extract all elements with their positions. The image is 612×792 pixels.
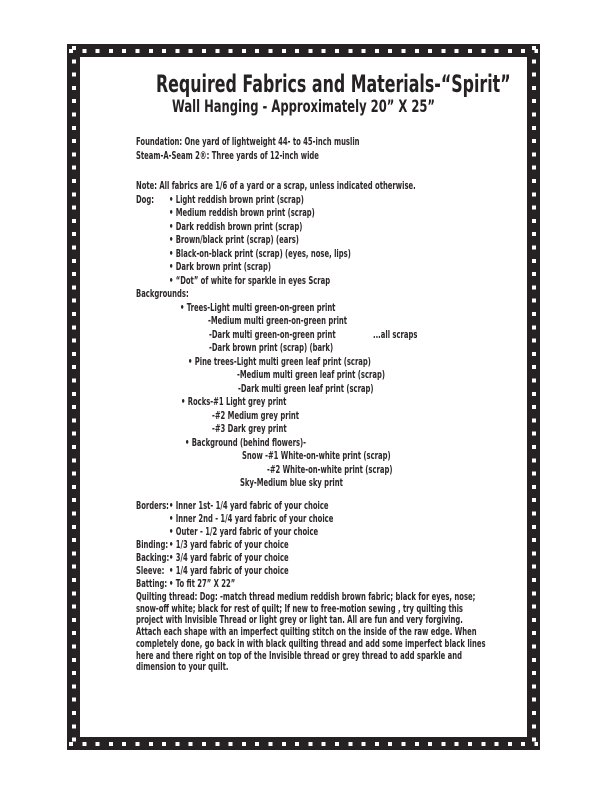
doc-text: Snow -#1 White-on-white print (scrap) [242,449,391,462]
doc-text: Foundation: One yard of lightweight 44- to 45-inch muslin [136,135,360,148]
doc-line [0,287,612,300]
doc-line [0,436,612,449]
doc-text: Backgrounds: [136,287,189,300]
doc-text: • Rocks-#1 Light grey print [181,395,287,408]
doc-text: -Dark brown print (scrap) (bark) [209,341,334,354]
doc-line [0,551,612,564]
doc-text: • Dark reddish brown print (scrap) [169,219,303,233]
doc-line [0,449,612,462]
doc-text: Sky-Medium blue sky print [240,476,343,489]
doc-text: Backing: [136,551,170,564]
doc-line [0,220,612,233]
doc-line [0,476,612,489]
doc-line [0,260,612,273]
border-dots-bottom [69,742,538,746]
doc-line [0,422,612,435]
doc-text: Sleeve: [136,564,165,577]
doc-text: • Black-on-black print (scrap) (eyes, nose, lips) [169,246,351,260]
doc-text: -Dark multi green-on-green print [209,327,336,341]
doc-text: • Inner 2nd - 1/4 yard fabric of your choice [169,512,334,525]
doc-text: • Brown/black print (scrap) (ears) [169,233,299,246]
doc-line [0,274,612,287]
doc-line [0,206,612,219]
border-dots-top [69,49,538,53]
doc-text: • Medium reddish brown print (scrap) [169,206,315,219]
doc-line [0,328,612,341]
doc-line [0,512,612,525]
doc-text: • Trees-Light multi green-on-green print [180,300,336,314]
doc-text: Note: All fabrics are 1/6 of a yard or a scrap, unless indicated otherwise. [136,179,416,192]
doc-line [0,149,612,162]
doc-text: • Background (behind flowers)- [185,435,306,449]
doc-line [0,233,612,246]
doc-text: • 3/4 yard fabric of your choice [169,551,289,564]
doc-text: • Pine trees-Light multi green leaf print (scrap) [188,354,371,368]
doc-line [0,314,612,327]
doc-text: Binding: [136,538,169,551]
doc-line [0,382,612,395]
doc-line [0,301,612,314]
doc-text: -#2 White-on-white print (scrap) [267,462,393,476]
doc-line [0,341,612,354]
doc-line [0,499,612,512]
doc-text: -Dark multi green leaf print (scrap) [238,381,374,395]
doc-text: Batting: [136,577,168,590]
doc-text: Dog: [136,192,154,206]
page-subtitle: Wall Hanging - Approximately 20” X 25” [171,97,436,117]
doc-line [0,247,612,260]
doc-line [0,525,612,538]
doc-line [0,368,612,381]
doc-line [0,395,612,408]
doc-line [0,538,612,551]
doc-text: • “Dot” of white for sparkle in eyes Scrap [169,273,331,287]
doc-text: • Light reddish brown print (scrap) [169,192,304,206]
doc-text: Steam-A-Seam 2®: Three yards of 12-inch wide [136,149,319,162]
doc-line [0,409,612,422]
quilting-thread-paragraph: Quilting thread: Dog: -match thread medium reddish brown fabric; black for eyes, nose; snow-off white; black for rest of quilt; If new to free-motion sewing , try quilting this project with Invisible Thread or light grey or light tan. All are fun and very forgiving. Attach each shape with an imperfect quilting stitch on the inside of the raw edge. When completely done, go back in with black quilting thread and add some imperfect black lines here and there right on top of the Invisible thread or grey thread to add sparkle and dimension to your quilt. [136,590,486,674]
doc-line [0,463,612,476]
doc-line [0,564,612,577]
page-title: Required Fabrics and Materials-“Spirit” [155,70,511,98]
doc-line [0,179,612,192]
doc-text: • Inner 1st- 1/4 yard fabric of your choice [169,499,329,512]
doc-text: • 1/4 yard fabric of your choice [169,564,289,577]
doc-text: ...all scraps [373,327,418,341]
doc-line [0,355,612,368]
doc-text: • To fit 27” X 22” [169,577,236,590]
doc-text: -#3 Dark grey print [212,422,287,435]
doc-text: -Medium multi green-on-green print [208,314,348,327]
doc-text: -#2 Medium grey print [212,408,300,422]
doc-text: Borders: [136,499,169,512]
doc-line [0,193,612,206]
doc-line [0,577,612,590]
doc-line [0,135,612,148]
doc-text: • Outer - 1/2 yard fabric of your choice [169,525,319,538]
doc-text: • Dark brown print (scrap) [169,260,271,273]
doc-text: -Medium multi green leaf print (scrap) [237,368,385,381]
doc-text: • 1/3 yard fabric of your choice [169,538,289,551]
